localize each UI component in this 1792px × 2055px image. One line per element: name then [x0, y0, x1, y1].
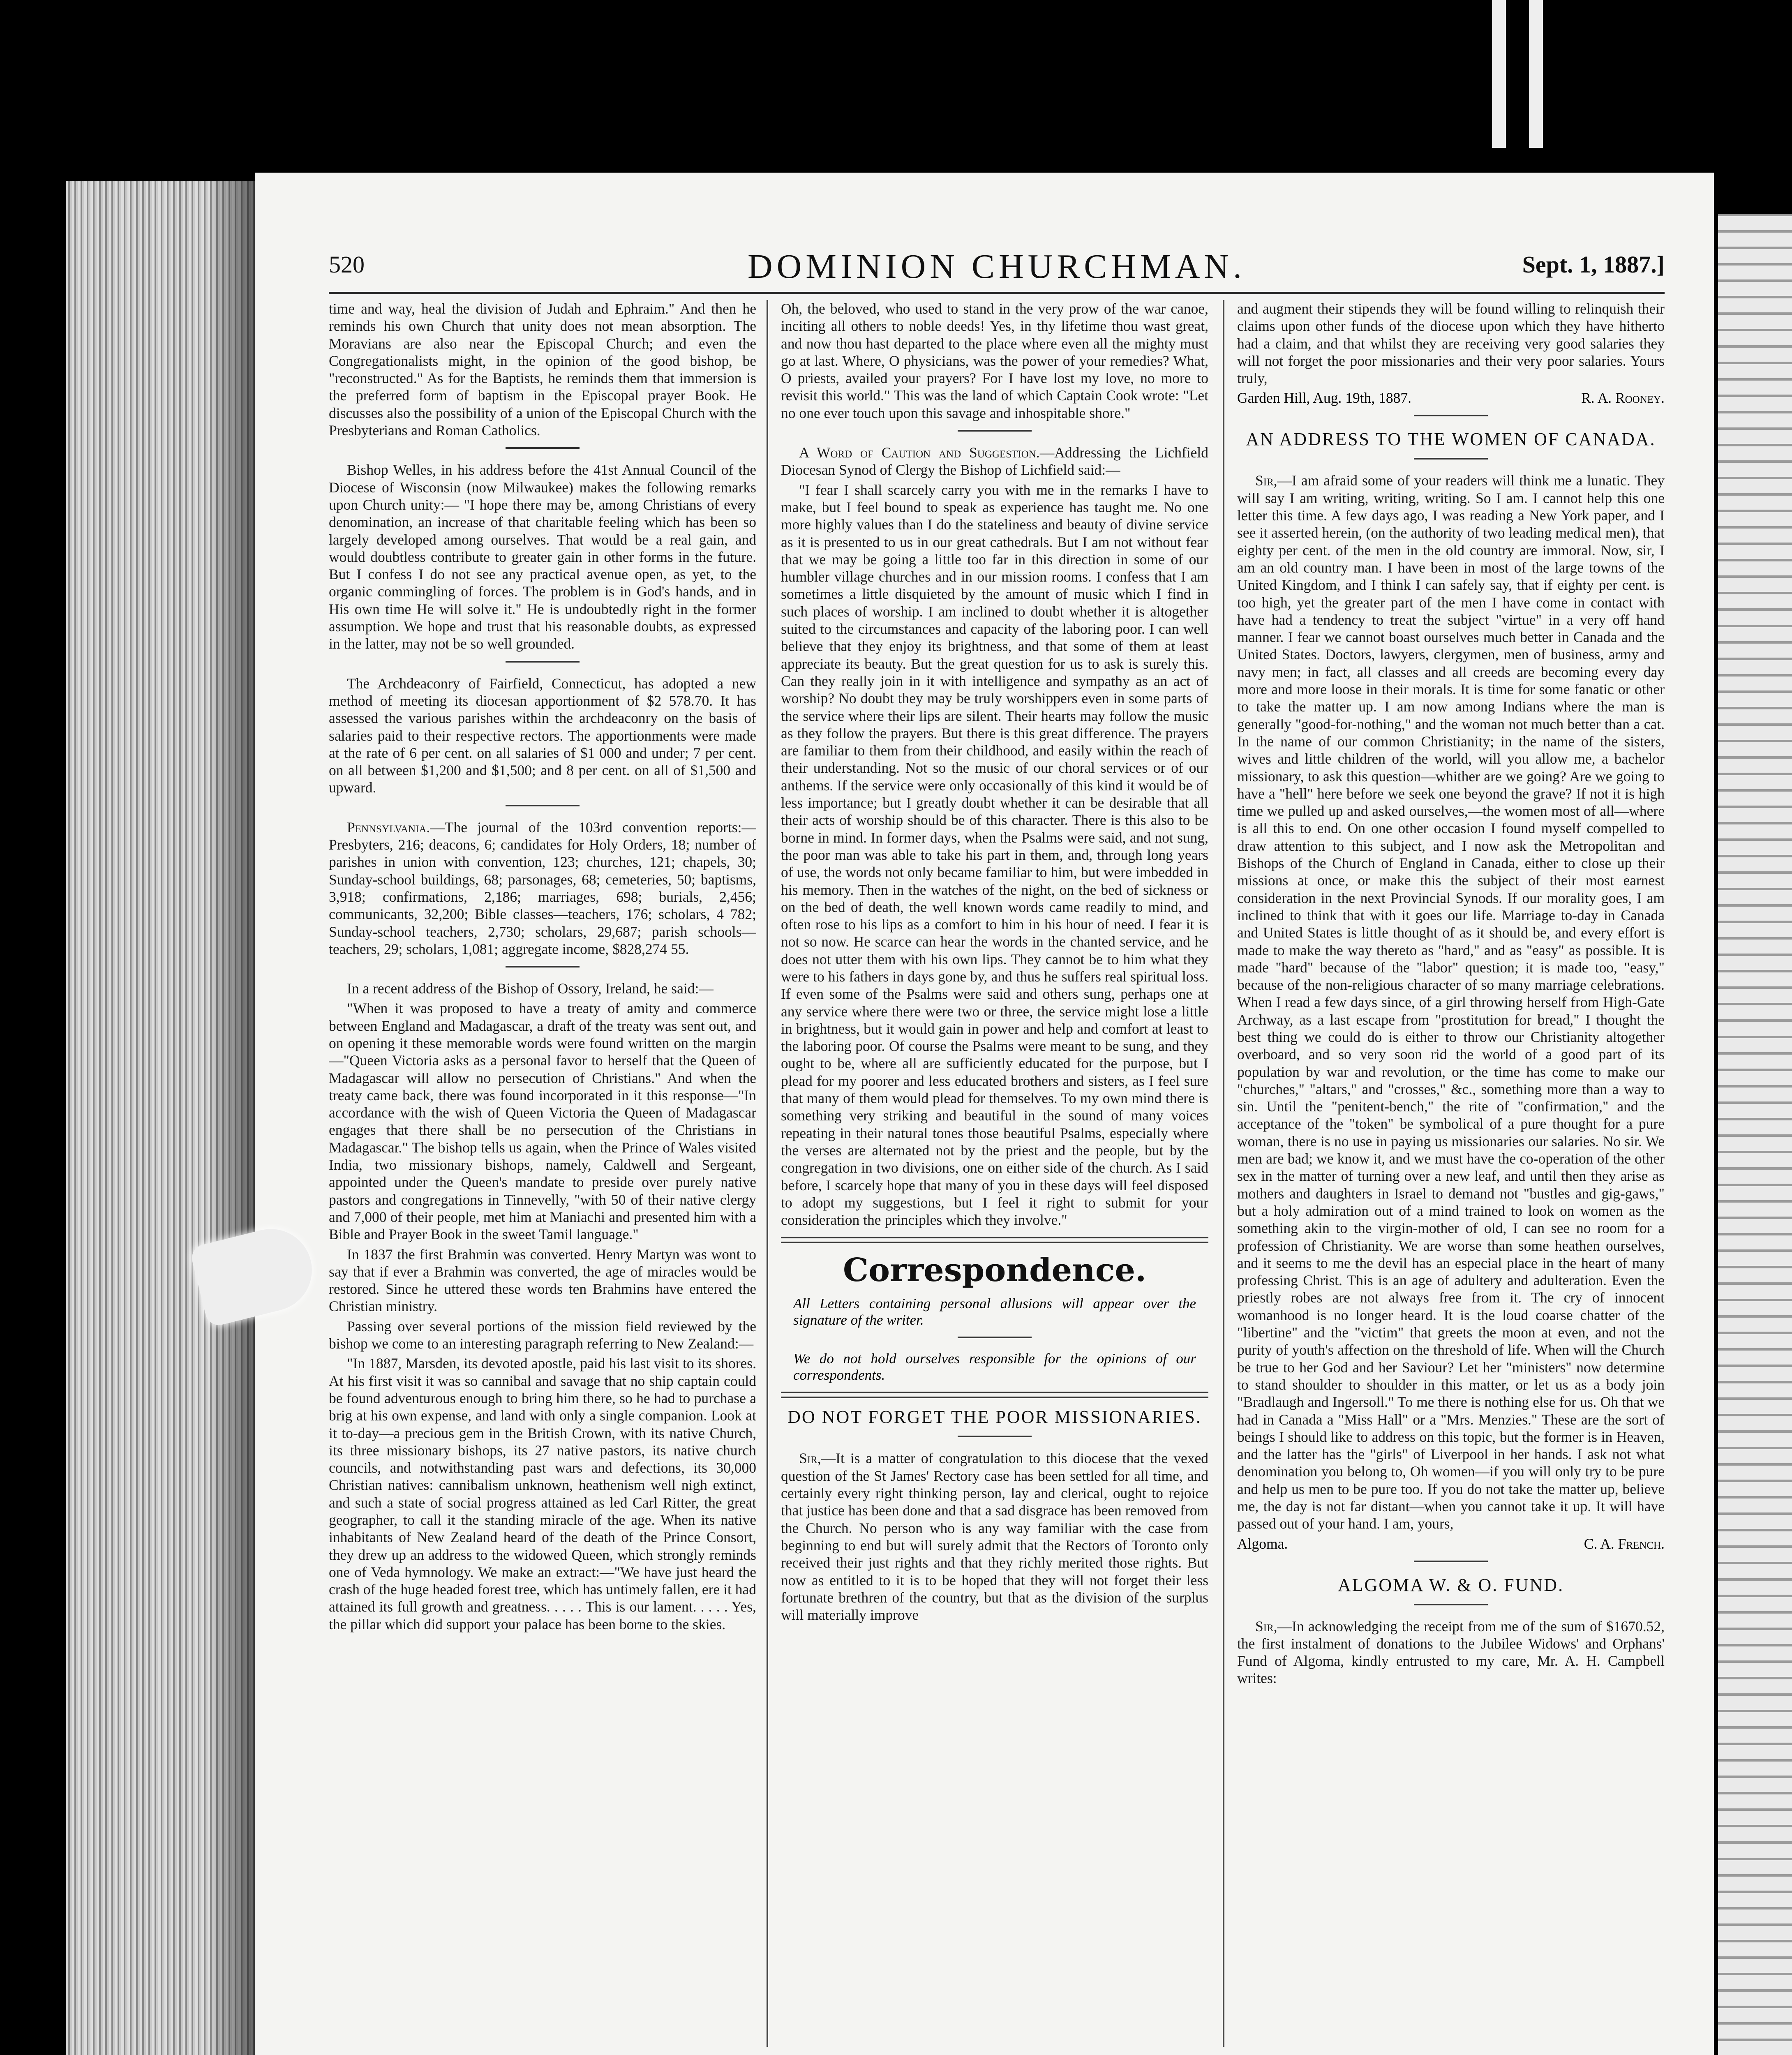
signature-place: Garden Hill, Aug. 19th, 1887. — [1237, 390, 1411, 406]
separator — [1414, 458, 1488, 459]
paragraph — [1237, 1618, 1665, 1687]
paragraph: In a recent address of the Bishop of Ossory, Ireland, he said:— — [347, 980, 714, 997]
double-rule — [781, 1392, 1208, 1398]
paragraph: In 1837 the first Brahmin was converted. Henry Martyn was wont to say that if ever a Brahmin was converted, the age of miracles would be restored. Since he uttered these words ten Brahmins have entered the Christian ministry. — [329, 1246, 756, 1315]
lead-in: Sir, — [1255, 1618, 1277, 1635]
facing-page-edge — [1718, 214, 1792, 2055]
signature-name: C. A. French. — [1584, 1535, 1665, 1552]
lead-in: Sir, — [1255, 472, 1277, 489]
letter-title: AN ADDRESS TO THE WOMEN OF CANADA. — [1246, 429, 1656, 450]
signature-line — [1237, 1535, 1665, 1552]
column-2 — [781, 300, 1208, 2047]
letter-title: DO NOT FORGET THE POOR MISSIONARIES. — [787, 1407, 1202, 1427]
lead-in: A Word of Caution and Suggestion. — [799, 444, 1040, 461]
column-rule — [767, 300, 768, 2047]
paragraph: The Archdeaconry of Fairfield, Connecticut, has adopted a new method of meeting its diocesan apportionment of $2 578.70. It has assessed the various parishes within the archdeaconry on the basis of salaries paid to their respective rectors. The apportionments were made at the rate of 6 per cent. on all salaries of $1 000 and under; 7 per cent. on all between $1,200 and $1,500; and 8 per cent. on all of $1,500 and upward. — [329, 675, 756, 796]
paragraph: Passing over several portions of the mission field reviewed by the bishop we come to an interesting paragraph referring to New Zealand:— — [329, 1318, 756, 1352]
paragraph — [1237, 472, 1665, 1532]
paragraph-text: —I am afraid some of your readers will think me a lunatic. They will say I am writing, writing, writing. So I am. I cannot help this one letter this time. A few days ago, I was reading a New York paper, and I see it asserted herein, (on the authority of two leading medical men), that eighty per cent. of the men in the old country are immoral. Now, sir, I am an old country man. I have been in most of the large towns of the United Kingdom, and I think I can safely say, that if eighty per cent. is too high, yet the greater part of the men I have come in contact with have had a tendency to treat the subject "virtue" in a very off hand manner. I fear we cannot boast ourselves much better in Canada and the United States. Doctors, lawyers, clergymen, men of business, army and navy men; in fact, all classes and all creeds are becoming every day more and more loose in their morals. It is time for some fanatic or other to take the matter up. I am now among Indians where the man is generally "good-for-nothing," and the woman not much better than a cat. In the name of our common Christianity; in the name of the sisters, wives and little children of the world, will you allow me, a bachelor missionary, to ask this question—whither are we going? Are we going to have a "hell" here before we seek one beyond the grave? If not it is high time we pulled up and asked ourselves,—the women most of all—where is all this to end. On one other occasion I found myself compelled to draw attention to this subject, and I now ask the Metropolitan and Bishops of the Church of England in Canada, either to close up their missions at once, or make this the subject of their most earnest consideration in the next Provincial Synods. If our morality goes, I am inclined to think that with it goes our life. Marriage to-day in Canada and United States is little thought of as it should be, and every effort is made to make the way thereto as "hard," and as "easy" as possible. It is made "hard" because of the "labor" question; it is made too, "easy," because of the non-religious character of so many marriage celebrations. When I read a few days since, of a girl throwing herself from High-Gate Archway, as a last escape from "prostitution for bread," I thought the best thing we could do is either to throw our Christianity altogether overboard, and so very soon rid the world of a good part of its population by war and revolution, or the time has come to make our "churches," "altars," and "crosses," &c., something more than a way to sin. Until the "penitent-bench," the rite of "confirmation," and the acceptance of the "token" be symbolical of a pure thought for a pure woman, there is no use in paying us missionaries our salaries. No sir. We men are bad; we know it, and we must have the co-operation of the other sex in the matter of turning over a new leaf, and until then they arise as mothers and daughters in Israel to demand not "bustles and gig-gaws," but a holy admiration out of a mind trained to look on women as the something akin to the virgin-mother of old, I can see no room for a profession of Christianity. We are worse than some heathen ourselves, and it seems to me the devil has an especial place in the heart of many professing Christ. This is an age of adultery and adulteration. Even the priestly robes are not always free from it. The cry of innocent womanhood is no longer heard. It is the loud coarse chatter of the "libertine" and the "victim" that greets the moon at even, and not the purity of youth's affection on the threshold of life. When will the Church be true to her God and her Saviour? Let her "ministers" now determine to stand shoulder to shoulder in this matter, or let us as a body join "Bradlaugh and Ingersoll." To me there is nothing else for us. Oh that we had in Canada a "Miss Hall" or a "Mrs. Menzies." These are the sort of beings I should like to address on this topic, but the former is in Heaven, and the latter has the "girls" of Liverpool in her hands. I ask not what denomination you belong to, Oh women—if you will only try to be pure and help us men to be pure too. If you do not take the matter up, believe me, the day is not far distant—when you cannot take it up. It will have passed out of your hand. I am, yours, — [1237, 472, 1665, 1532]
paragraph: "I fear I shall scarcely carry you with me in the remarks I have to make, but I feel bound to speak as experience has taught me. No one more highly values than I do the stateliness and beauty of divine service as it is presented to us in our great cathedrals. But I am not without fear that we may be going a little too far in this direction in some of our humbler village churches and in our mission rooms. I confess that I am sometimes a little disquieted by the amount of music which I find in such places of worship. I am inclined to doubt whether it is altogether suited to the circumstances and capacity of the laboring poor. I can well believe that they enjoy its brightness, and that some of them at least appreciate its beauty. But the great question for us to ask is surely this. Can they really join in it with intelligence and sympathy as an act of worship? No doubt they may be truly worshippers even in some parts of the service where their lips are silent. Their hearts may follow the music as they follow the prayers. But there is this great difference. The prayers are familiar to them from their childhood, and easily within the reach of their understanding. Not so the music of our choral services or of our anthems. If the service were only occasionally of this kind it would be of less importance; but I greatly doubt whether it can be desirable that all their acts of worship should be of this character. There is this also to be borne in mind. In former days, when the Psalms were said, and not sung, the poor man was able to take his part in them, and, through long years of use, the words not only became familiar to him, but were imbedded in his memory. Then in the watches of the night, on the bed of sickness or on the bed of death, the well known words came readily to mind, and often rose to his lips as a comfort to him in his hour of need. I fear it is not so now. He scarce can hear the words in the chanted service, and he does not utter them with his own lips. They cannot be to him what they were to his fathers in days gone by, and thus he suffers real spiritual loss. If even some of the Psalms were said and others sung, perhaps one at any service where there were two or three, the service might lose a little in brightness, but it would gain in power and help and comfort at least to the laboring poor. Of course the Psalms were meant to be sung, and they ought to be, where all are sufficiently educated for the purpose, but I plead for my poorer and less educated brothers and sisters, as I feel sure that many of them would plead for themselves. To my own mind there is something very striking and beautiful in the sound of many voices repeating in their natural tones those beautiful Psalms, especially where the verses are alternated not by the priest and the people, but by the congregation in two divisions, one on either side of the church. As I said before, I scarcely hope that many of you in these days will feel disposed to adopt my suggestions, but I feel it right to submit for your consideration the principles which they involve." — [781, 481, 1208, 1228]
lead-in: Sir, — [799, 1450, 821, 1467]
separator — [506, 805, 580, 806]
paragraph: Oh, the beloved, who used to stand in the very prow of the war canoe, inciting all others to noble deeds! Yes, in thy lifetime thou wast great, and now thou hast departed to the place where even all the mighty must go at last. Where, O physicians, was the power of your remedies? What, O priests, availed your prayers? For I have lost my love, no more to revisit this world." This was the land of which Captain Cook wrote: "Let no one ever touch upon this savage and inhospitable shore." — [781, 300, 1208, 421]
separator — [958, 1436, 1032, 1437]
signature-place: Algoma. — [1237, 1535, 1288, 1552]
paragraph: "In 1887, Marsden, its devoted apostle, paid his last visit to its shores. At his first visit it was so cannibal and savage that no ship captain could be found adventurous enough to bring him there, so he had to purchase a brig at his own expense, and land with only a single companion. Look at it to-day—a precious gem in the British Crown, with its native Church, its three missionary bishops, its 27 native pastors, its native church councils, and notwithstanding past wars and defections, its 30,000 Christian natives: cannibalism unknown, heathenism well nigh extinct, and such a state of social progress attained as led Carl Ritter, the great geographer, to call it the standing miracle of the age. When its native inhabitants of New Zealand heard of the death of the Prince Consort, they drew up an address to the widowed Queen, which strongly reminds one of Veda hymnology. We make an extract:—"We have just heard the crash of the huge headed forest tree, which has untimely fallen, ere it had attained its full growth and greatness. . . . . This is our lament. . . . . Yes, the pillar which did support your palace has been borne to the skies. — [329, 1355, 756, 1632]
paragraph-text: —Addressing the Lichfield Diocesan Synod of Clergy the Bishop of Lichfield said:— — [781, 444, 1208, 478]
separator — [958, 1337, 1032, 1338]
paragraph: Bishop Welles, in his address before the 41st Annual Council of the Diocese of Wisconsin (now Milwaukee) makes the following remarks upon Church unity:— "I hope there may be, among Christians of every denomination, an increase of that charitable feeling which has been so largely developed among ourselves. That would be a real gain, and would doubtless contribute to greater gain in other forms in the future. But I confess I do not see any practical avenue open, as yet, to the organic commingling of forces. The problem is in God's hands, and in His own time He will solve it." He is undoubtedly right in the former assumption. We hope and trust that his reasonable doubts, as expressed in the latter, may not be so well grounded. — [329, 462, 756, 652]
signature-name: R. A. Rooney. — [1581, 390, 1665, 406]
paragraph-text: —In acknowledging the receipt from me of the sum of $1670.52, the first instalment of donations to the Jubilee Widows' and Orphans' Fund of Algoma, kindly entrusted to my care, Mr. A. H. Campbell writes: — [1237, 1618, 1665, 1687]
paragraph-text: —It is a matter of congratulation to this diocese that the vexed question of the St James' Rectory case has been settled for all time, and certainly every right thinking person, lay and clerical, ought to rejoice that justice has been done and that a sad disgrace has been removed from the Church. No person who is any way familiar with the case from beginning to end but will surely admit that the Rectors of Toronto only received their just rights and that they richly merited those rights. But now as entitled to it is to be hoped that they will not forget their less fortunate brethren of the country, but that as the division of the surplus will materially improve — [781, 1450, 1208, 1623]
paragraph: time and way, heal the division of Judah and Ephraim." And then he reminds his own Church that unity does not mean absorption. The Moravians are also near the Episcopal Church; and even the Congregationalists might, in the opinion of the good bishop, be "reconstructed." As for the Baptists, he reminds them that immersion is the preferred form of baptism in the Episcopal prayer Book. He discusses also the possibility of a union of the Episcopal Church with the Presbyterians and Roman Catholics. — [329, 300, 756, 439]
book-gutter-shadow — [214, 181, 259, 2055]
page-header — [329, 247, 1665, 286]
paragraph — [781, 444, 1208, 479]
double-rule — [781, 1237, 1208, 1243]
signature-line — [1237, 389, 1665, 406]
paragraph: and augment their stipends they will be found willing to relinquish their claims upon other funds of the diocese upon which they have hitherto had a claim, and that whilst they are receiving very good salaries they will not forget the poor missionaries and their very poor salaries. Yours truly, — [1237, 300, 1665, 387]
header-rule — [329, 292, 1665, 294]
separator — [506, 661, 580, 663]
letter-title: ALGOMA W. & O. FUND. — [1337, 1575, 1564, 1595]
editorial-note: All Letters containing personal allusions will appear over the signature of the writer. — [793, 1295, 1196, 1328]
separator — [1414, 415, 1488, 416]
separator — [1414, 1561, 1488, 1562]
editorial-note: We do not hold ourselves responsible for the opinions of our correspondents. — [793, 1351, 1196, 1383]
separator — [958, 430, 1032, 432]
newspaper-page — [255, 173, 1714, 2055]
paragraph: "When it was proposed to have a treaty of amity and commerce between England and Madagascar, a draft of the treaty was sent out, and on opening it these memorable words were found written on the margin—"Queen Victoria asks as a personal favor to herself that the Queen of Madagascar will allow no persecution of Christians." And when the treaty came back, there was found incorporated in it this response—"In accordance with the wish of Queen Victoria the Queen of Madagascar engages that there shall be no persecution of the Christians in Madagascar." The bishop tells us again, when the Prince of Wales visited India, two missionary bishops, namely, Caldwell and Sergeant, appointed under the Queen's mandate to preside over purely native pastors and congregations in Tinnevelly, "with 50 of their native clergy and 7,000 of their people, met him at Maniachi and presented him with a Bible and Prayer Book in the sweet Tamil language." — [329, 1000, 756, 1243]
issue-date: Sept. 1, 1887.] — [1522, 251, 1665, 278]
column-1 — [329, 300, 756, 2047]
separator — [506, 447, 580, 449]
paragraph-text: —The journal of the 103rd convention reports:—Presbyters, 216; deacons, 6; candidates for Holy Orders, 18; number of parishes in union with convention, 123; churches, 121; chapels, 30; Sunday-school buildings, 68; parsonages, 68; cemeteries, 50; baptisms, 3,918; confirmations, 2,186; marriages, 698; burials, 2,456; communicants, 32,200; Bible classes—teachers, 176; scholars, 4 782; Sunday-school teachers, 2,730; scholars, 29,687; parish schools—teachers, 29; scholars, 1,081; aggregate income, $828,274 55. — [329, 819, 756, 957]
column-rule — [1223, 300, 1224, 2047]
separator — [506, 966, 580, 967]
separator — [1414, 1604, 1488, 1605]
paragraph — [329, 819, 756, 958]
lead-in: Pennsylvania. — [347, 819, 430, 836]
column-3 — [1237, 300, 1665, 2047]
paragraph — [781, 1450, 1208, 1623]
masthead: DOMINION CHURCHMAN. — [747, 247, 1246, 286]
correspondence-heading: Correspondence. — [843, 1251, 1147, 1289]
page-number: 520 — [329, 251, 365, 278]
scanner-clip-top — [1488, 0, 1554, 156]
